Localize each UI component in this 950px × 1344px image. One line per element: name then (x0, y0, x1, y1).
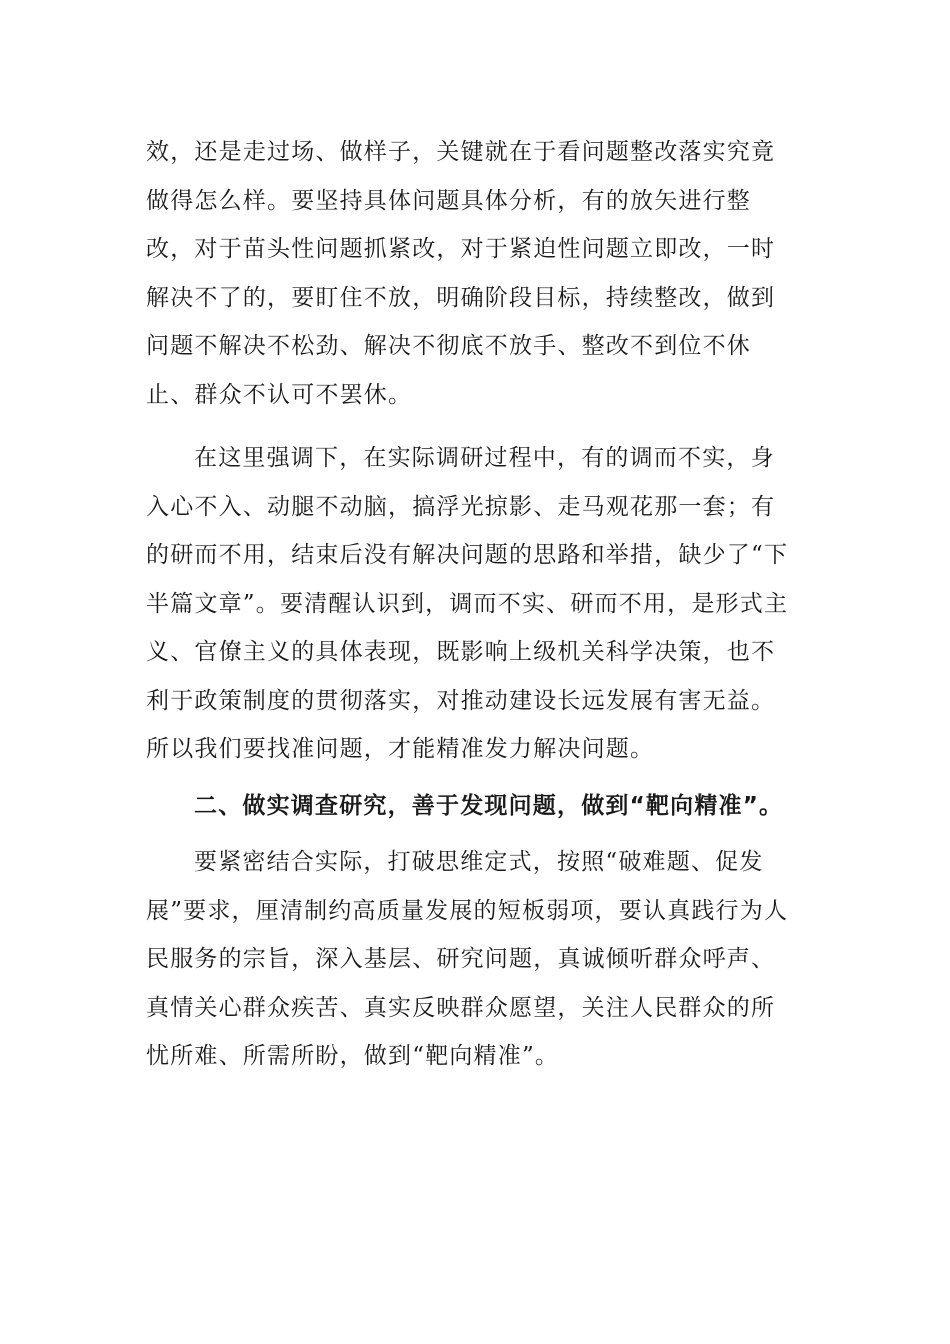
section-heading: 二、做实调查研究，善于发现问题，做到“靶向精准”。 (194, 792, 784, 819)
paragraph-continuation: 效，还是走过场、做样子，关键就在于看问题整改落实究竟做得怎么样。要坚持具体问题具体分析，有的放矢进行整改，对于苗头性问题抓紧改，对于紧迫性问题立即改，一时解决不了的，要盯住不放，明确阶段目标，持续整改，做到问题不解决不松劲、解决不彻底不放手、整改不到位不休止、群众不认可不罢休。 (146, 139, 776, 408)
paragraph-gap (146, 774, 792, 782)
paragraph-gap (146, 419, 792, 434)
paragraph-research-issues: 在这里强调下，在实际调研过程中，有的调而不实，身入心不入、动腿不动脑，搞浮光掠影、走马观花那一套；有的研而不用，结束后没有解决问题的思路和举措，缺少了“下半篇文章”。要清醒认识到，调而不实、研而不用，是形式主义、官僚主义的具体表现，既影响上级机关科学决策，也不利于政策制度的贯彻落实，对推动建设长远发展有害无益。所以我们要找准问题，才能精准发力解决问题。 (146, 445, 789, 762)
document-page (146, 128, 792, 1081)
paragraph-targeted-precision: 要紧密结合实际，打破思维定式，按照“破难题、促发展”要求，厘清制约高质量发展的短板弱项，要认真践行为人民服务的宗旨，深入基层、研究问题，真诚倾听群众呼声、真情关心群众疾苦、真实反映群众愿望，关注人民群众的所忧所难、所需所盼，做到“靶向精准”。 (146, 849, 789, 1069)
paragraph-gap (146, 830, 792, 838)
